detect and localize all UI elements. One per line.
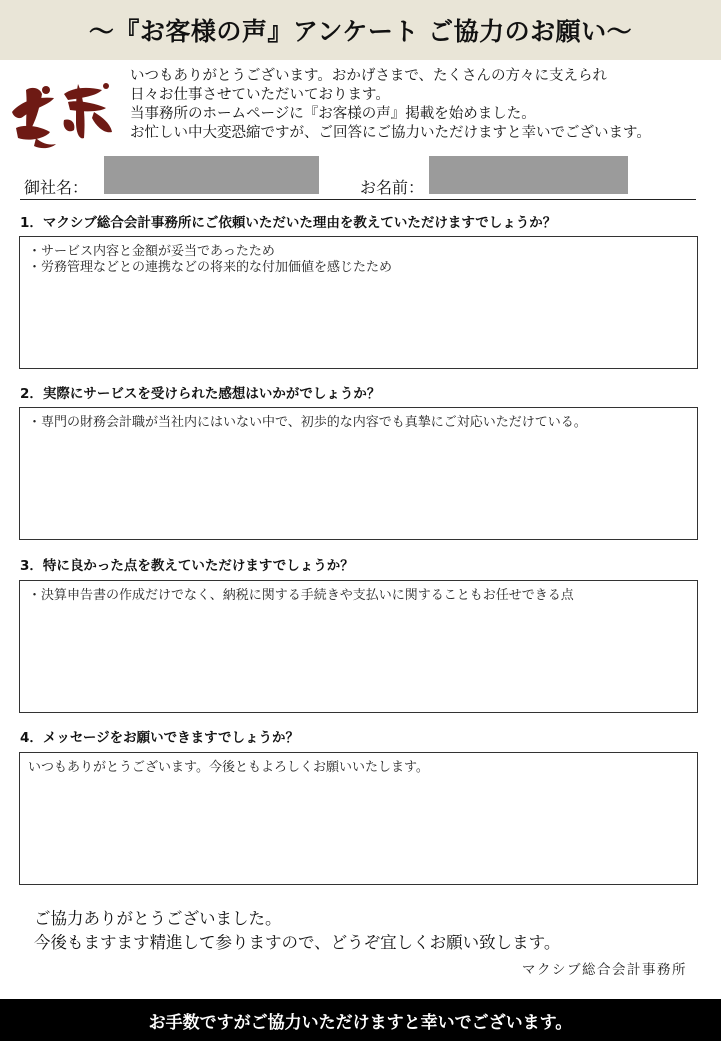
page-footer (0, 999, 721, 1041)
answer-line: ・決算申告書の作成だけでなく、納税に関する手続きや支払いに関することもお任せできる点 (28, 588, 574, 603)
kansha-logo-graphic (6, 72, 116, 152)
answer-line: いつもありがとうございます。今後ともよろしくお願いいたします。 (28, 760, 429, 775)
intro-line: 当事務所のホームページに『お客様の声』掲載を始めました。 (130, 106, 536, 122)
intro-line: お忙しい中大変恐縮ですが、ご回答にご協力いただけますと幸いでございます。 (130, 125, 651, 141)
name-field-redacted (429, 156, 628, 194)
name-label: お名前： (360, 178, 425, 197)
intro-text (130, 67, 715, 143)
answer-box-1 (19, 236, 698, 369)
company-label: 御社名： (24, 178, 89, 197)
page-header (0, 0, 721, 60)
answer-box-4 (19, 752, 698, 885)
name-row (20, 156, 696, 200)
page-title: 〜『お客様の声』アンケート ご協力のお願い〜 (88, 17, 633, 46)
answer-line: ・労務管理などとの連携などの将来的な付加価値を感じたため (28, 260, 393, 275)
question-4-title: 4．メッセージをお願いできますでしょうか？ (20, 730, 299, 746)
footer-text: お手数ですがご協力いただけますと幸いでございます。 (148, 1012, 573, 1033)
answer-line: ・サービス内容と金額が妥当であったため (28, 244, 275, 259)
brush-calligraphy-kansha-logo (6, 72, 116, 152)
question-1-title: 1．マクシブ総合会計事務所にご依頼いただいた理由を教えていただけますでしょうか？ (20, 215, 557, 231)
answer-line: ・専門の財務会計職が当社内にはいない中で、初歩的な内容でも真摯にご対応いただけている。 (28, 415, 587, 430)
closing-line-2: 今後もますます精進して参りますので、どうぞ宜しくお願い致します。 (34, 933, 561, 952)
closing-line-1: ご協力ありがとうございました。 (34, 909, 282, 928)
intro-line: 日々お仕事させていただいております。 (130, 87, 390, 103)
company-field-redacted (104, 156, 319, 194)
company-signature: マクシブ総合会計事務所 (522, 962, 687, 978)
intro-line: いつもありがとうございます。おかげさまで、たくさんの方々に支えられ (130, 68, 608, 84)
closing-message (34, 907, 560, 955)
answer-box-3 (19, 580, 698, 713)
question-2-title: 2．実際にサービスを受けられた感想はいかがでしょうか？ (20, 386, 381, 402)
answer-box-2 (19, 407, 698, 540)
question-3-title: 3．特に良かった点を教えていただけますでしょうか？ (20, 558, 354, 574)
